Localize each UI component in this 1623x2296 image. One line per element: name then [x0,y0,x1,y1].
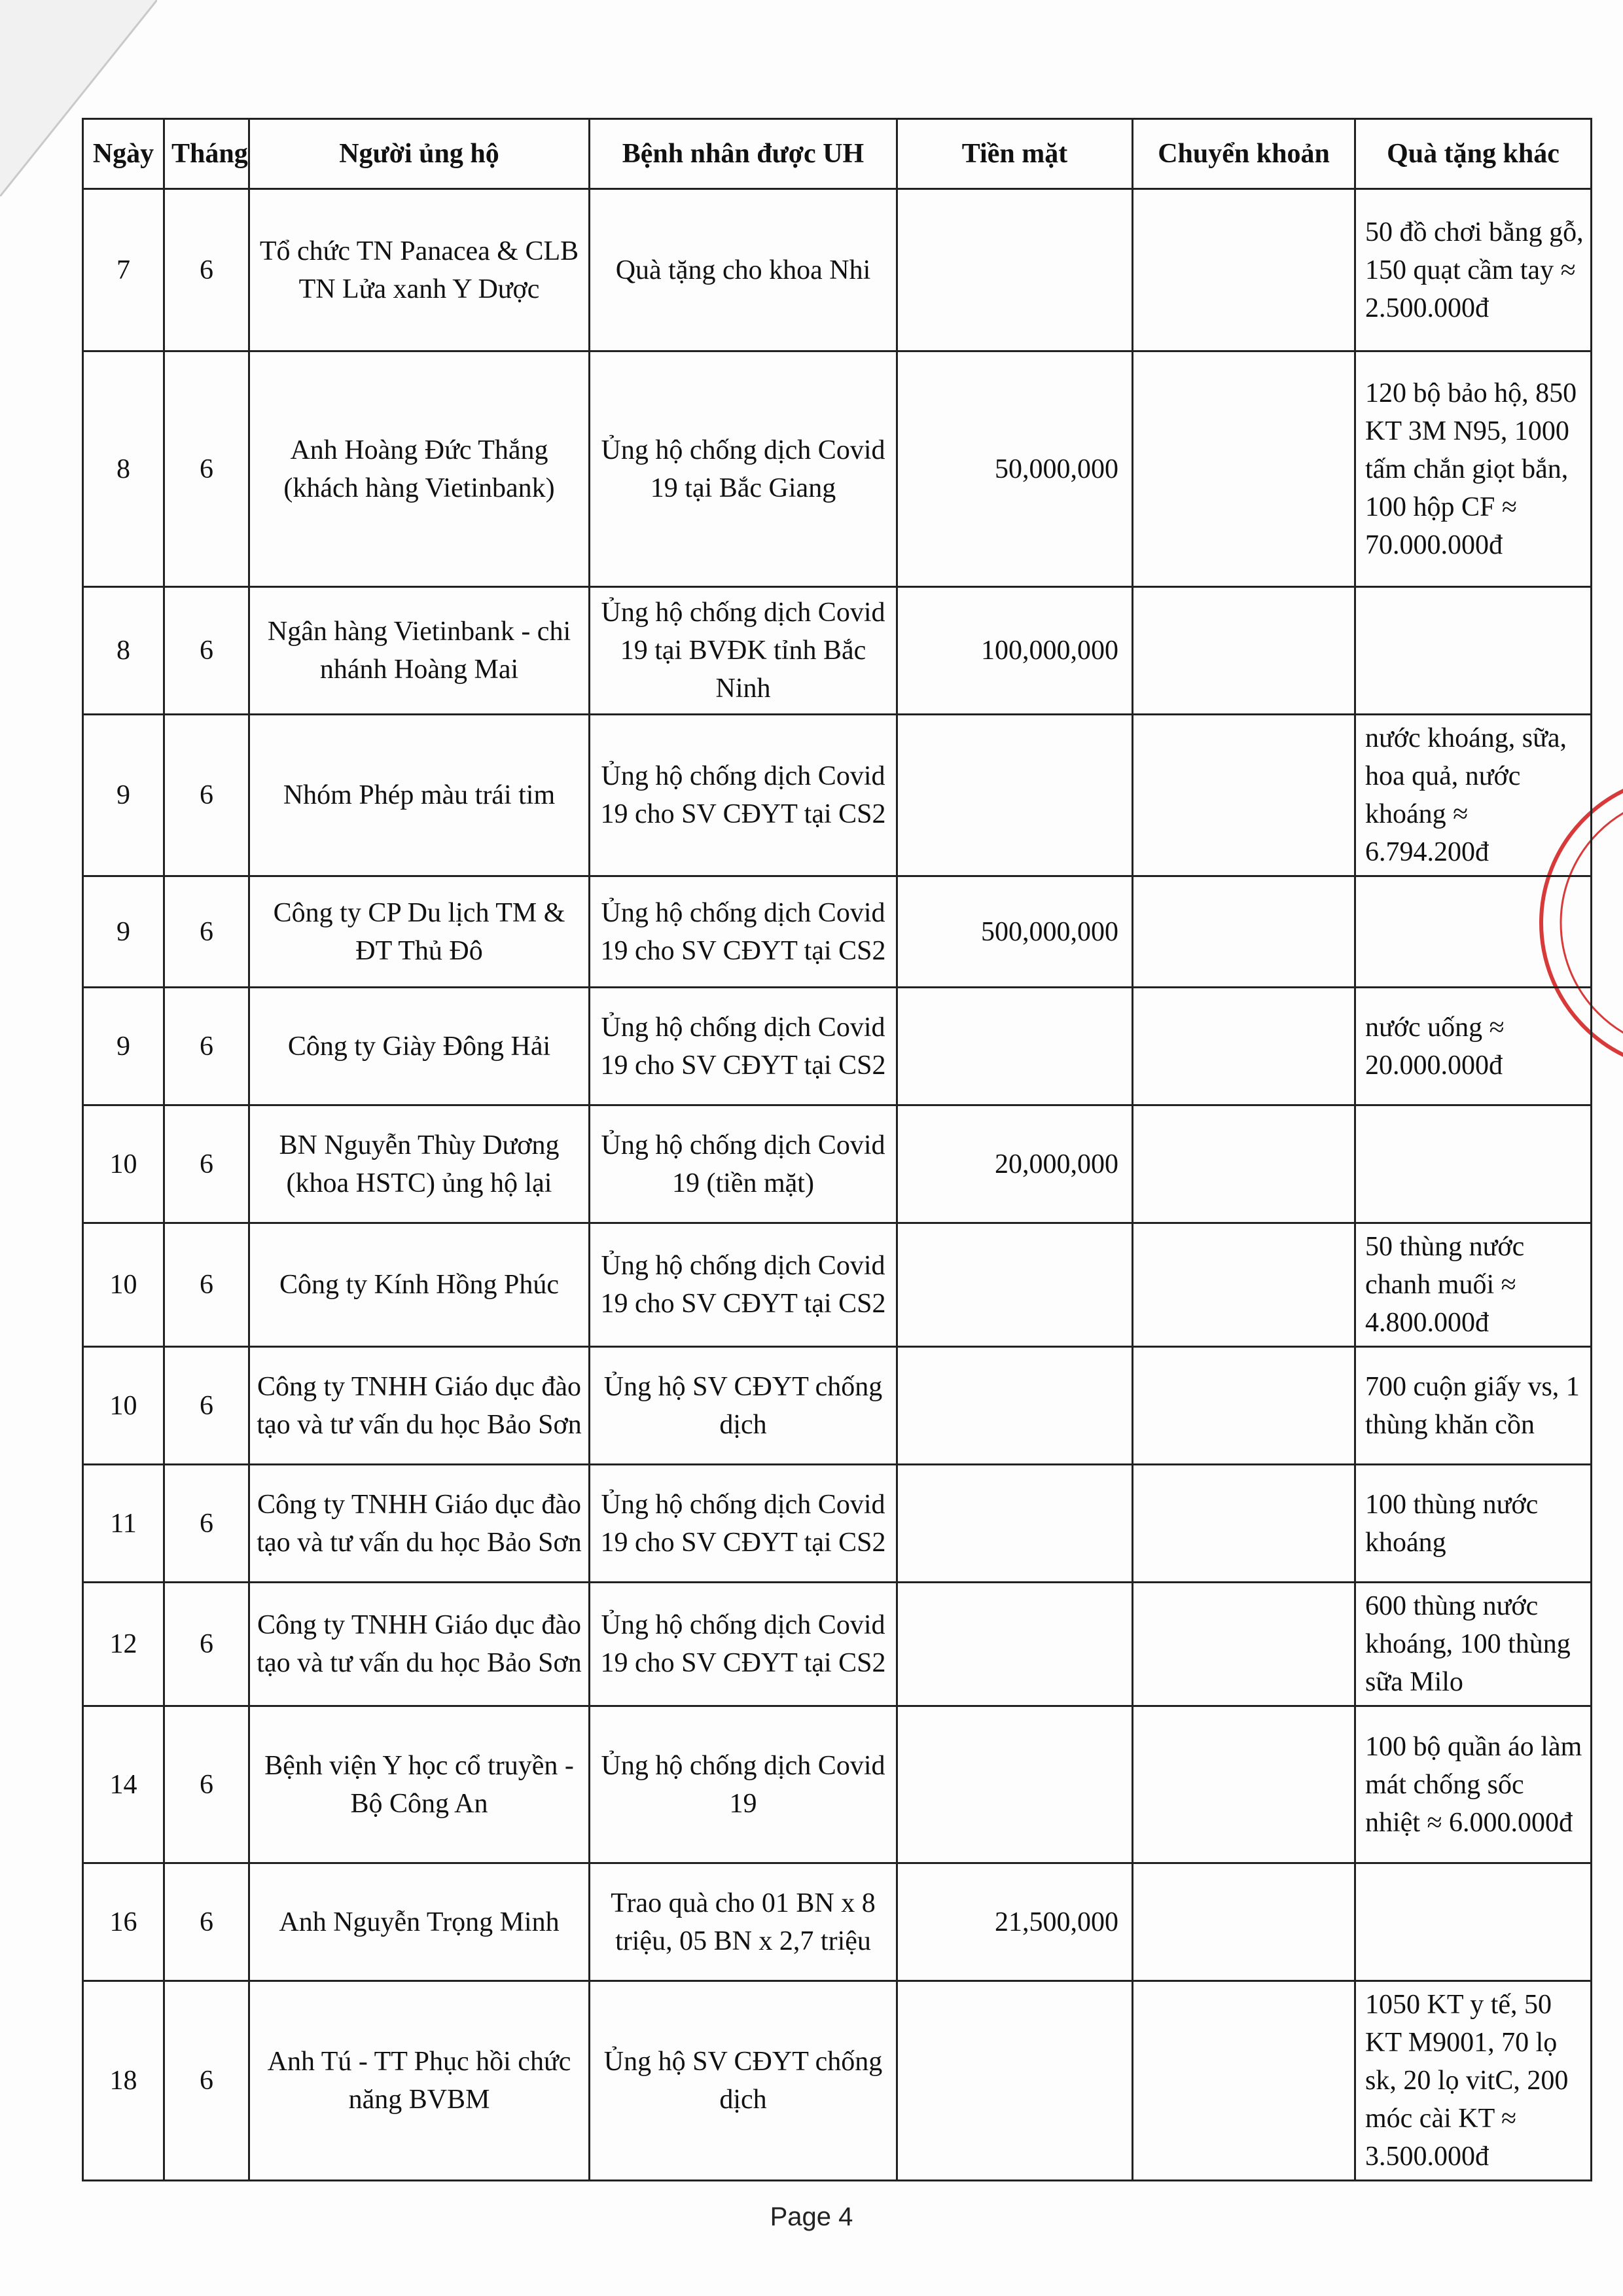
cell-recipient: Ủng hộ chống dịch Covid 19 (tiền mặt) [590,1105,897,1223]
table-row [83,1105,1592,1223]
table-row [83,1465,1592,1583]
cell-gift: 700 cuộn giấy vs, 1 thùng khăn cồn [1355,1347,1592,1465]
cell-month: 6 [164,1105,249,1223]
cell-cash: 21,500,000 [897,1863,1133,1981]
table-row [83,1347,1592,1465]
table-row [83,1223,1592,1347]
cell-recipient: Ủng hộ chống dịch Covid 19 cho SV CĐYT tại CS2 [590,876,897,988]
cell-recipient: Ủng hộ chống dịch Covid 19 cho SV CĐYT tại CS2 [590,988,897,1105]
cell-month: 6 [164,1223,249,1347]
cell-cash: 50,000,000 [897,351,1133,587]
cell-gift: 50 đồ chơi bằng gỗ, 150 quạt cầm tay ≈ 2.500.000đ [1355,189,1592,351]
cell-donor: Bệnh viện Y học cổ truyền - Bộ Công An [249,1706,590,1863]
cell-transfer [1133,1706,1355,1863]
header-transfer: Chuyển khoản [1133,119,1355,189]
cell-transfer [1133,351,1355,587]
cell-transfer [1133,715,1355,876]
cell-day: 8 [83,351,164,587]
cell-recipient: Ủng hộ chống dịch Covid 19 [590,1706,897,1863]
cell-cash [897,1706,1133,1863]
cell-month: 6 [164,1981,249,2181]
cell-cash [897,715,1133,876]
cell-month: 6 [164,1863,249,1981]
cell-day: 10 [83,1105,164,1223]
page-number: Page 4 [770,2202,853,2231]
cell-donor: Công ty Giày Đông Hải [249,988,590,1105]
cell-transfer [1133,1465,1355,1583]
cell-gift: nước uống ≈ 20.000.000đ [1355,988,1592,1105]
cell-donor: Anh Hoàng Đức Thắng (khách hàng Vietinbank) [249,351,590,587]
cell-cash [897,1981,1133,2181]
cell-transfer [1133,1223,1355,1347]
cell-donor: Công ty CP Du lịch TM & ĐT Thủ Đô [249,876,590,988]
table-row [83,1706,1592,1863]
cell-day: 9 [83,988,164,1105]
cell-gift: 120 bộ bảo hộ, 850 KT 3M N95, 1000 tấm chắn giọt bắn, 100 hộp CF ≈ 70.000.000đ [1355,351,1592,587]
cell-cash [897,1583,1133,1706]
cell-gift: 100 bộ quần áo làm mát chống sốc nhiệt ≈ 6.000.000đ [1355,1706,1592,1863]
table-row [83,351,1592,587]
cell-gift [1355,1105,1592,1223]
cell-donor: Anh Nguyễn Trọng Minh [249,1863,590,1981]
cell-day: 9 [83,876,164,988]
table-header [83,119,1592,189]
cell-transfer [1133,1981,1355,2181]
cell-donor: Tổ chức TN Panacea & CLB TN Lửa xanh Y Dược [249,189,590,351]
cell-recipient: Ủng hộ SV CĐYT chống dịch [590,1981,897,2181]
donation-table [82,118,1592,2181]
cell-transfer [1133,876,1355,988]
cell-day: 10 [83,1223,164,1347]
table-row [83,587,1592,715]
header-recipient: Bệnh nhân được UH [590,119,897,189]
cell-gift: 1050 KT y tế, 50 KT M9001, 70 lọ sk, 20 lọ vitC, 200 móc cài KT ≈ 3.500.000đ [1355,1981,1592,2181]
cell-transfer [1133,1583,1355,1706]
cell-month: 6 [164,351,249,587]
cell-donor: BN Nguyễn Thùy Dương (khoa HSTC) ủng hộ lại [249,1105,590,1223]
cell-day: 14 [83,1706,164,1863]
cell-month: 6 [164,715,249,876]
header-gift: Quà tặng khác [1355,119,1592,189]
cell-day: 8 [83,587,164,715]
cell-recipient: Trao quà cho 01 BN x 8 triệu, 05 BN x 2,7 triệu [590,1863,897,1981]
cell-transfer [1133,1347,1355,1465]
cell-cash [897,988,1133,1105]
cell-month: 6 [164,988,249,1105]
cell-gift [1355,876,1592,988]
cell-donor: Công ty TNHH Giáo dục đào tạo và tư vấn du học Bảo Sơn [249,1465,590,1583]
cell-day: 16 [83,1863,164,1981]
header-donor: Người ủng hộ [249,119,590,189]
cell-gift [1355,1863,1592,1981]
cell-month: 6 [164,1465,249,1583]
cell-recipient: Ủng hộ chống dịch Covid 19 tại BVĐK tỉnh Bắc Ninh [590,587,897,715]
cell-transfer [1133,587,1355,715]
cell-gift: nước khoáng, sữa, hoa quả, nước khoáng ≈ 6.794.200đ [1355,715,1592,876]
cell-recipient: Ủng hộ SV CĐYT chống dịch [590,1347,897,1465]
table-row [83,715,1592,876]
cell-cash [897,1347,1133,1465]
cell-gift [1355,587,1592,715]
cell-recipient: Ủng hộ chống dịch Covid 19 cho SV CĐYT tại CS2 [590,1223,897,1347]
cell-gift: 600 thùng nước khoáng, 100 thùng sữa Milo [1355,1583,1592,1706]
cell-donor: Nhóm Phép màu trái tim [249,715,590,876]
header-month: Tháng [164,119,249,189]
table-row [83,988,1592,1105]
table-row [83,1863,1592,1981]
cell-gift: 100 thùng nước khoáng [1355,1465,1592,1583]
table-row [83,1981,1592,2181]
cell-cash: 20,000,000 [897,1105,1133,1223]
cell-day: 9 [83,715,164,876]
cell-cash: 100,000,000 [897,587,1133,715]
cell-recipient: Quà tặng cho khoa Nhi [590,189,897,351]
cell-recipient: Ủng hộ chống dịch Covid 19 cho SV CĐYT tại CS2 [590,715,897,876]
cell-cash: 500,000,000 [897,876,1133,988]
header-day: Ngày [83,119,164,189]
cell-recipient: Ủng hộ chống dịch Covid 19 cho SV CĐYT tại CS2 [590,1465,897,1583]
table-body [83,189,1592,2181]
cell-month: 6 [164,1583,249,1706]
cell-cash [897,1223,1133,1347]
table-row [83,189,1592,351]
cell-donor: Công ty TNHH Giáo dục đào tạo và tư vấn du học Bảo Sơn [249,1583,590,1706]
cell-month: 6 [164,587,249,715]
cell-transfer [1133,1105,1355,1223]
cell-month: 6 [164,876,249,988]
cell-day: 12 [83,1583,164,1706]
cell-day: 18 [83,1981,164,2181]
cell-recipient: Ủng hộ chống dịch Covid 19 cho SV CĐYT tại CS2 [590,1583,897,1706]
table-row [83,876,1592,988]
cell-cash [897,1465,1133,1583]
cell-day: 10 [83,1347,164,1465]
cell-transfer [1133,1863,1355,1981]
cell-month: 6 [164,1706,249,1863]
cell-donor: Công ty Kính Hồng Phúc [249,1223,590,1347]
cell-gift: 50 thùng nước chanh muối ≈ 4.800.000đ [1355,1223,1592,1347]
cell-transfer [1133,189,1355,351]
cell-day: 11 [83,1465,164,1583]
cell-month: 6 [164,189,249,351]
header-cash: Tiền mặt [897,119,1133,189]
cell-donor: Công ty TNHH Giáo dục đào tạo và tư vấn du học Bảo Sơn [249,1347,590,1465]
cell-donor: Anh Tú - TT Phục hồi chức năng BVBM [249,1981,590,2181]
cell-donor: Ngân hàng Vietinbank - chi nhánh Hoàng Mai [249,587,590,715]
cell-day: 7 [83,189,164,351]
cell-month: 6 [164,1347,249,1465]
table-row [83,1583,1592,1706]
cell-transfer [1133,988,1355,1105]
cell-cash [897,189,1133,351]
cell-recipient: Ủng hộ chống dịch Covid 19 tại Bắc Giang [590,351,897,587]
